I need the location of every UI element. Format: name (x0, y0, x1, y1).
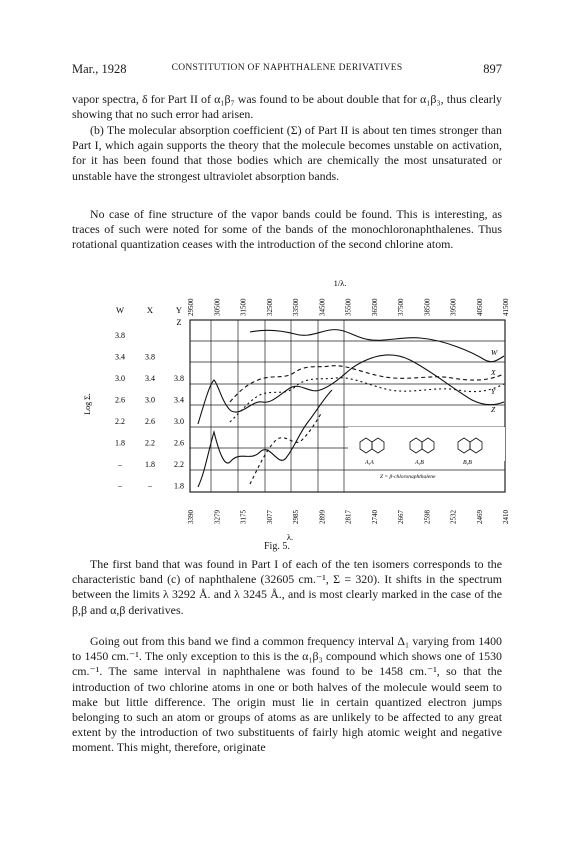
wavelength-tick-label: 2598 (423, 510, 432, 524)
log-scale-value: 3.8 (115, 331, 125, 340)
log-scale-value: – (148, 481, 152, 491)
structure-label-aa: A,A (365, 460, 374, 466)
structure-label-ab: A,B (415, 460, 424, 466)
header-page-number: 897 (483, 62, 502, 76)
wavelength-tick-label: 3077 (265, 510, 274, 524)
wavenumber-tick-label: 36500 (370, 298, 379, 316)
paragraph-frequency-interval: Going out from this band we find a common frequency interval Δ₁ varying from 1400 to 1450 cm.⁻¹. The only exception to this is the α₁β₃ compound which shows one of 1530 cm.⁻¹. The same interval in naphthalene was found to be 1458 cm.⁻¹, so that the introduction of two chlorine atoms in one or both halves of the molecule would seem to make but little difference. The origin must lie in certain quantized electron jumps belonging to such an atom or groups of atoms as are unlikely to be affected to any great extent by the introduction of two substituents of fairly high atomic weight and negative moment. This might, therefore, originate (72, 634, 502, 755)
wavenumber-ticks (187, 298, 510, 316)
log-scale-value: 2.6 (174, 438, 184, 448)
log-scale-value: 3.4 (174, 395, 184, 405)
log-scale-value: – (118, 481, 122, 491)
curve-label-x: X (491, 368, 496, 377)
wavenumber-tick-label: 35500 (344, 298, 353, 316)
column-heads (116, 305, 182, 327)
curve-label-z: Z (491, 405, 496, 414)
wavenumber-tick-label: 32500 (265, 298, 274, 316)
paragraph-absorption-coefficient: (b) The molecular absorption coefficient (Σ) of Part II is about ten times stronger than Part I, which again supports the theory that the molecule becomes unstable on activation, for it has been found that those bodies which are chemically the most unsaturated or unstable have the strongest ultraviolet absorption bands. (72, 123, 502, 183)
x-axis-bottom-label: λ. (286, 532, 294, 542)
wavenumber-tick-label: 33500 (292, 298, 300, 316)
log-scale-value: 3.0 (145, 395, 155, 405)
figure-caption: Fig. 5. (264, 541, 290, 552)
log-scale-values (115, 331, 184, 491)
wavelength-ticks (187, 510, 510, 525)
naphthalene-structures-inset (348, 427, 505, 461)
wavelength-tick-label: 2667 (397, 510, 405, 524)
column-head-w: W (115, 305, 125, 315)
column-head-x: X (146, 305, 154, 315)
column-head-y: Y (175, 305, 183, 315)
log-scale-value: 3.8 (174, 374, 184, 383)
wavenumber-tick-label: 39500 (449, 298, 458, 316)
wavelength-tick-label: 2817 (344, 510, 353, 524)
header-date: Mar., 1928 (72, 62, 127, 76)
log-scale-value: 1.8 (115, 438, 125, 448)
plot-frame (190, 320, 505, 492)
log-scale-value: 3.0 (115, 374, 125, 383)
x-axis-top-label: 1/λ. (333, 278, 347, 288)
wavenumber-tick-label: 40500 (475, 298, 484, 316)
wavelength-tick-label: 3175 (239, 510, 248, 524)
curve-y (230, 378, 504, 422)
spectral-curves (198, 330, 504, 487)
wavenumber-tick-label: 29500 (187, 298, 195, 316)
wavenumber-tick-label: 34500 (318, 298, 327, 316)
structure-label-bb: B,B (463, 460, 472, 466)
structure-legend: Z = β-chloronaphthalene (380, 474, 436, 480)
wavelength-tick-label: 2985 (292, 510, 300, 524)
wavelength-tick-label: 2410 (502, 510, 510, 524)
log-scale-value: – (118, 460, 122, 469)
y-axis-label: Log Σ. (83, 393, 92, 415)
wavelength-tick-label: 3390 (187, 510, 195, 524)
gridlines (190, 320, 505, 492)
curve-label-y: Y (491, 387, 496, 396)
wavenumber-tick-label: 37500 (397, 298, 405, 316)
wavenumber-tick-label: 38500 (423, 298, 432, 316)
curve-label-w: W (491, 348, 498, 357)
wavelength-tick-label: 2532 (449, 510, 458, 524)
paragraph-fine-structure: No case of fine structure of the vapor bands could be found. This is interesting, as traces of such were noted for some of the bands of the monochloronaphthalenes. Thus rotational quantization ceases with the introduction of the second chlorine atom. (72, 207, 502, 252)
log-scale-value: 1.8 (145, 460, 155, 469)
log-scale-value: 3.4 (115, 352, 125, 362)
running-header (72, 62, 502, 78)
wavelength-tick-label: 2469 (475, 510, 484, 524)
figure-5 (80, 272, 510, 557)
wavelength-tick-label: 2740 (370, 510, 379, 524)
column-head-z: Z (176, 317, 182, 327)
wavenumber-tick-label: 30500 (213, 298, 222, 316)
curve-z (198, 355, 504, 424)
paragraph-first-band: The first band that was found in Part I of each of the ten isomers corresponds to the characteristic band (c) of naphthalene (32605 cm.⁻¹, Σ = 320). It shifts in the spectrum between the limits λ 3292 Å. and λ 3245 Å., and is most clearly marked in the case of the β,β and α,β derivatives. (72, 557, 502, 617)
log-scale-value: 2.2 (115, 417, 125, 426)
log-scale-value: 3.8 (145, 352, 155, 362)
paragraph-vapor-spectra: vapor spectra, δ for Part II of α₁β₇ was found to be about double that for α₁β₃, thus clearly showing that no such error had arisen. (72, 92, 502, 122)
log-scale-value: 2.6 (145, 417, 155, 426)
log-scale-value: 2.2 (145, 438, 155, 448)
absorption-spectra-figure (80, 272, 510, 557)
log-scale-value: 3.4 (145, 374, 155, 383)
wavelength-tick-label: 2899 (318, 510, 327, 524)
wavenumber-tick-label: 41500 (502, 298, 510, 316)
log-scale-value: 3.0 (174, 417, 184, 426)
wavenumber-tick-label: 31500 (239, 298, 248, 316)
log-scale-value: 1.8 (174, 481, 184, 491)
log-scale-value: 2.6 (115, 395, 125, 405)
header-title: CONSTITUTION OF NAPHTHALENE DERIVATIVES (171, 63, 403, 73)
wavelength-tick-label: 3279 (213, 510, 222, 524)
log-scale-value: 2.2 (174, 460, 184, 469)
